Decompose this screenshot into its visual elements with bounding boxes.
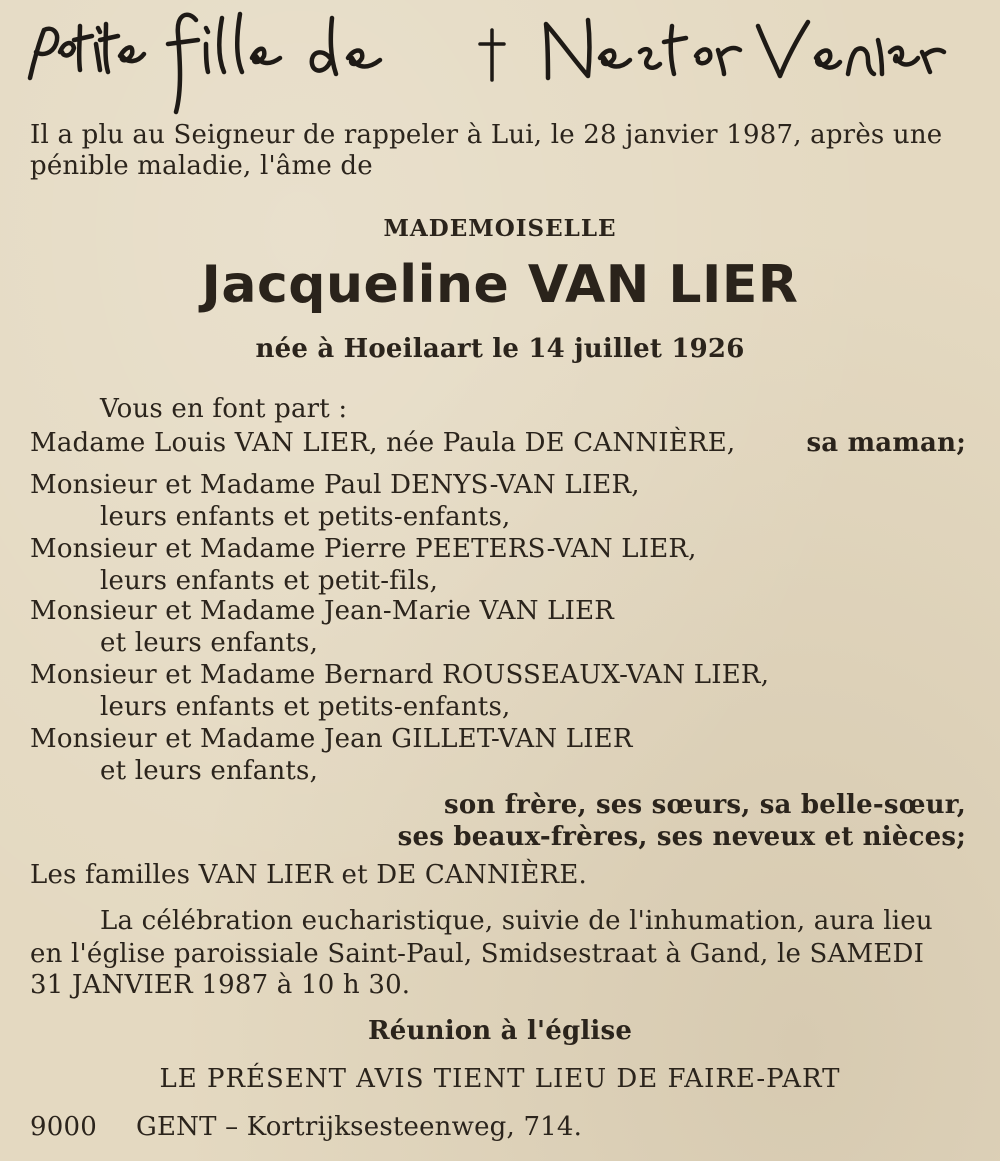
address-postcode: 9000 [30,1112,97,1142]
family-4-line-1: Monsieur et Madame Bernard ROUSSEAUX-VAN LIER, [30,660,770,690]
family-2-line-1: Monsieur et Madame Pierre PEETERS-VAN LIER, [30,534,697,564]
extended-families: Les familles VAN LIER et DE CANNIÈRE. [30,860,587,890]
birth-info: née à Hoeilaart le 14 juillet 1926 [255,334,745,364]
family-5-line-1: Monsieur et Madame Jean GILLET-VAN LIER [30,724,633,754]
siblings-role-2: ses beaux-frères, ses neveux et nièces; [397,822,966,852]
family-1-line-2: leurs enfants et petits-enfants, [100,502,511,532]
announcers-intro: Vous en font part : [100,394,348,424]
family-5-line-2: et leurs enfants, [100,756,319,786]
family-1-line-1: Monsieur et Madame Paul DENYS-VAN LIER, [30,470,640,500]
address-street: GENT – Kortrijksesteenweg, 714. [136,1112,583,1142]
intro-line-2: pénible maladie, l'âme de [30,151,373,181]
mother-line: Madame Louis VAN LIER, née Paula DE CANNIÈRE, [30,428,736,458]
mother-role: sa maman; [806,428,966,458]
ceremony-line-1: La célébration eucharistique, suivie de l'inhumation, aura lieu [100,906,933,936]
honorific: MADEMOISELLE [383,215,617,242]
meeting-info: Réunion à l'église [367,1016,633,1046]
deceased-name: Jacqueline VAN LIER [201,255,799,315]
siblings-role-1: son frère, ses sœurs, sa belle-sœur, [444,790,966,820]
notice-line: LE PRÉSENT AVIS TIENT LIEU DE FAIRE-PART [159,1064,841,1094]
handwritten-annotation [0,0,1000,120]
ceremony-line-2: en l'église paroissiale Saint-Paul, Smidsestraat à Gand, le SAMEDI [30,939,925,969]
family-4-line-2: leurs enfants et petits-enfants, [100,692,511,722]
family-3-line-1: Monsieur et Madame Jean-Marie VAN LIER [30,596,615,626]
ceremony-line-3: 31 JANVIER 1987 à 10 h 30. [30,970,411,1000]
family-3-line-2: et leurs enfants, [100,628,319,658]
intro-line-1: Il a plu au Seigneur de rappeler à Lui, le 28 janvier 1987, après une [30,120,943,150]
family-2-line-2: leurs enfants et petit-fils, [100,566,439,596]
